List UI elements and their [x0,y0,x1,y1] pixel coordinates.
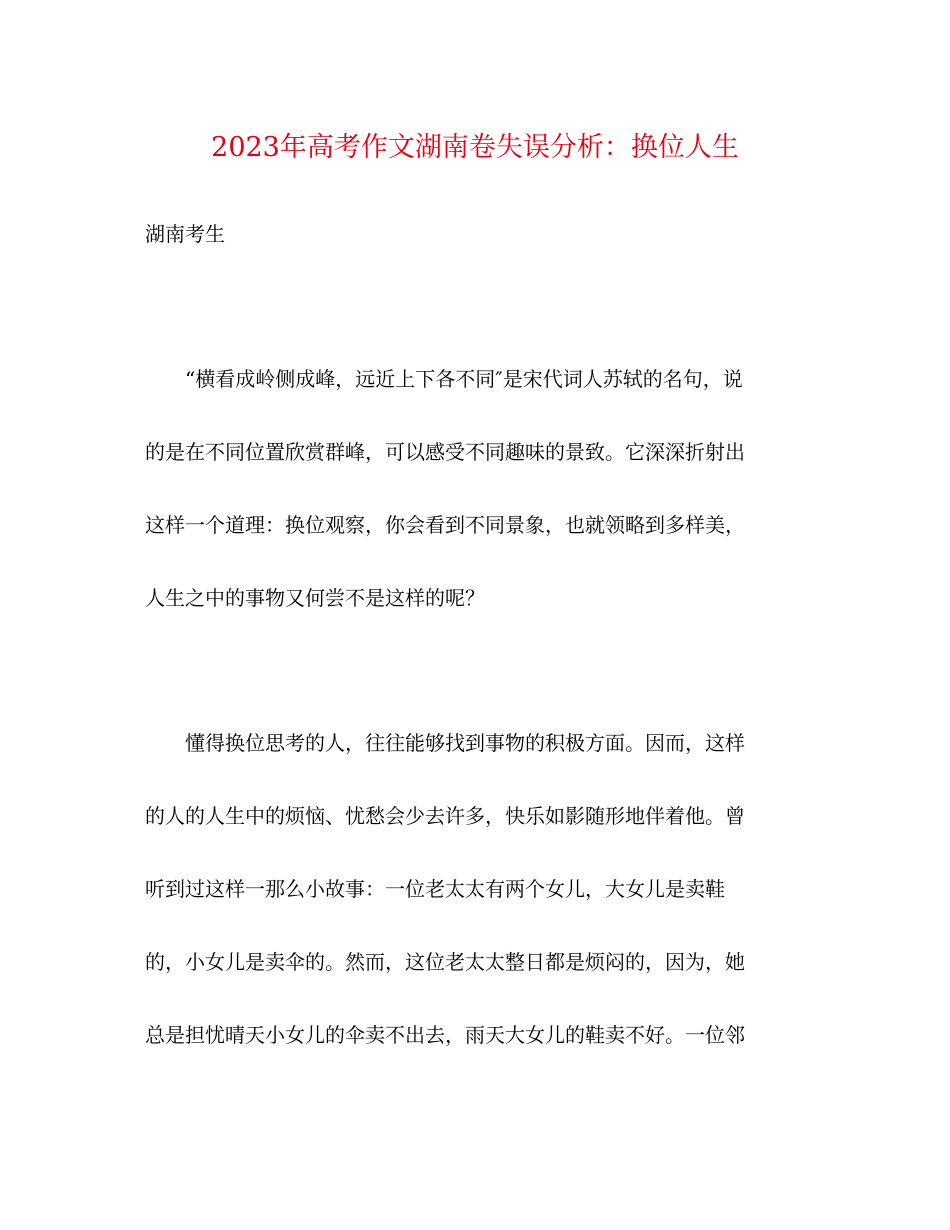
paragraph-line: 的，小女儿是卖伞的。然而，这位老太太整日都是烦闷的，因为，她 [145,950,745,974]
paragraph-line: “横看成岭侧成峰，远近上下各不同″是宋代词人苏轼的名句，说 [185,367,743,391]
paragraph-line: 总是担忧晴天小女儿的伞卖不出去，雨天大女儿的鞋卖不好。一位邻 [145,1023,745,1047]
document-title: 2023年高考作文湖南卷失误分析：换位人生 [211,132,739,163]
paragraph-line: 听到过这样一那么小故事：一位老太太有两个女儿，大女儿是卖鞋 [145,877,725,901]
paragraph-line: 懂得换位思考的人，往往能够找到事物的积极方面。因而，这样 [185,731,745,755]
paragraph-line: 这样一个道理：换位观察，你会看到不同景象，也就领略到多样美， [145,513,745,537]
paragraph-line: 的是在不同位置欣赏群峰，可以感受不同趣味的景致。它深深折射出 [145,440,745,464]
paragraph-line: 的人的人生中的烦恼、忧愁会少去许多，快乐如影随形地伴着他。曾 [145,804,745,828]
author-line: 湖南考生 [145,222,225,246]
paragraph-line: 人生之中的事物又何尝不是这样的呢？ [145,586,485,610]
